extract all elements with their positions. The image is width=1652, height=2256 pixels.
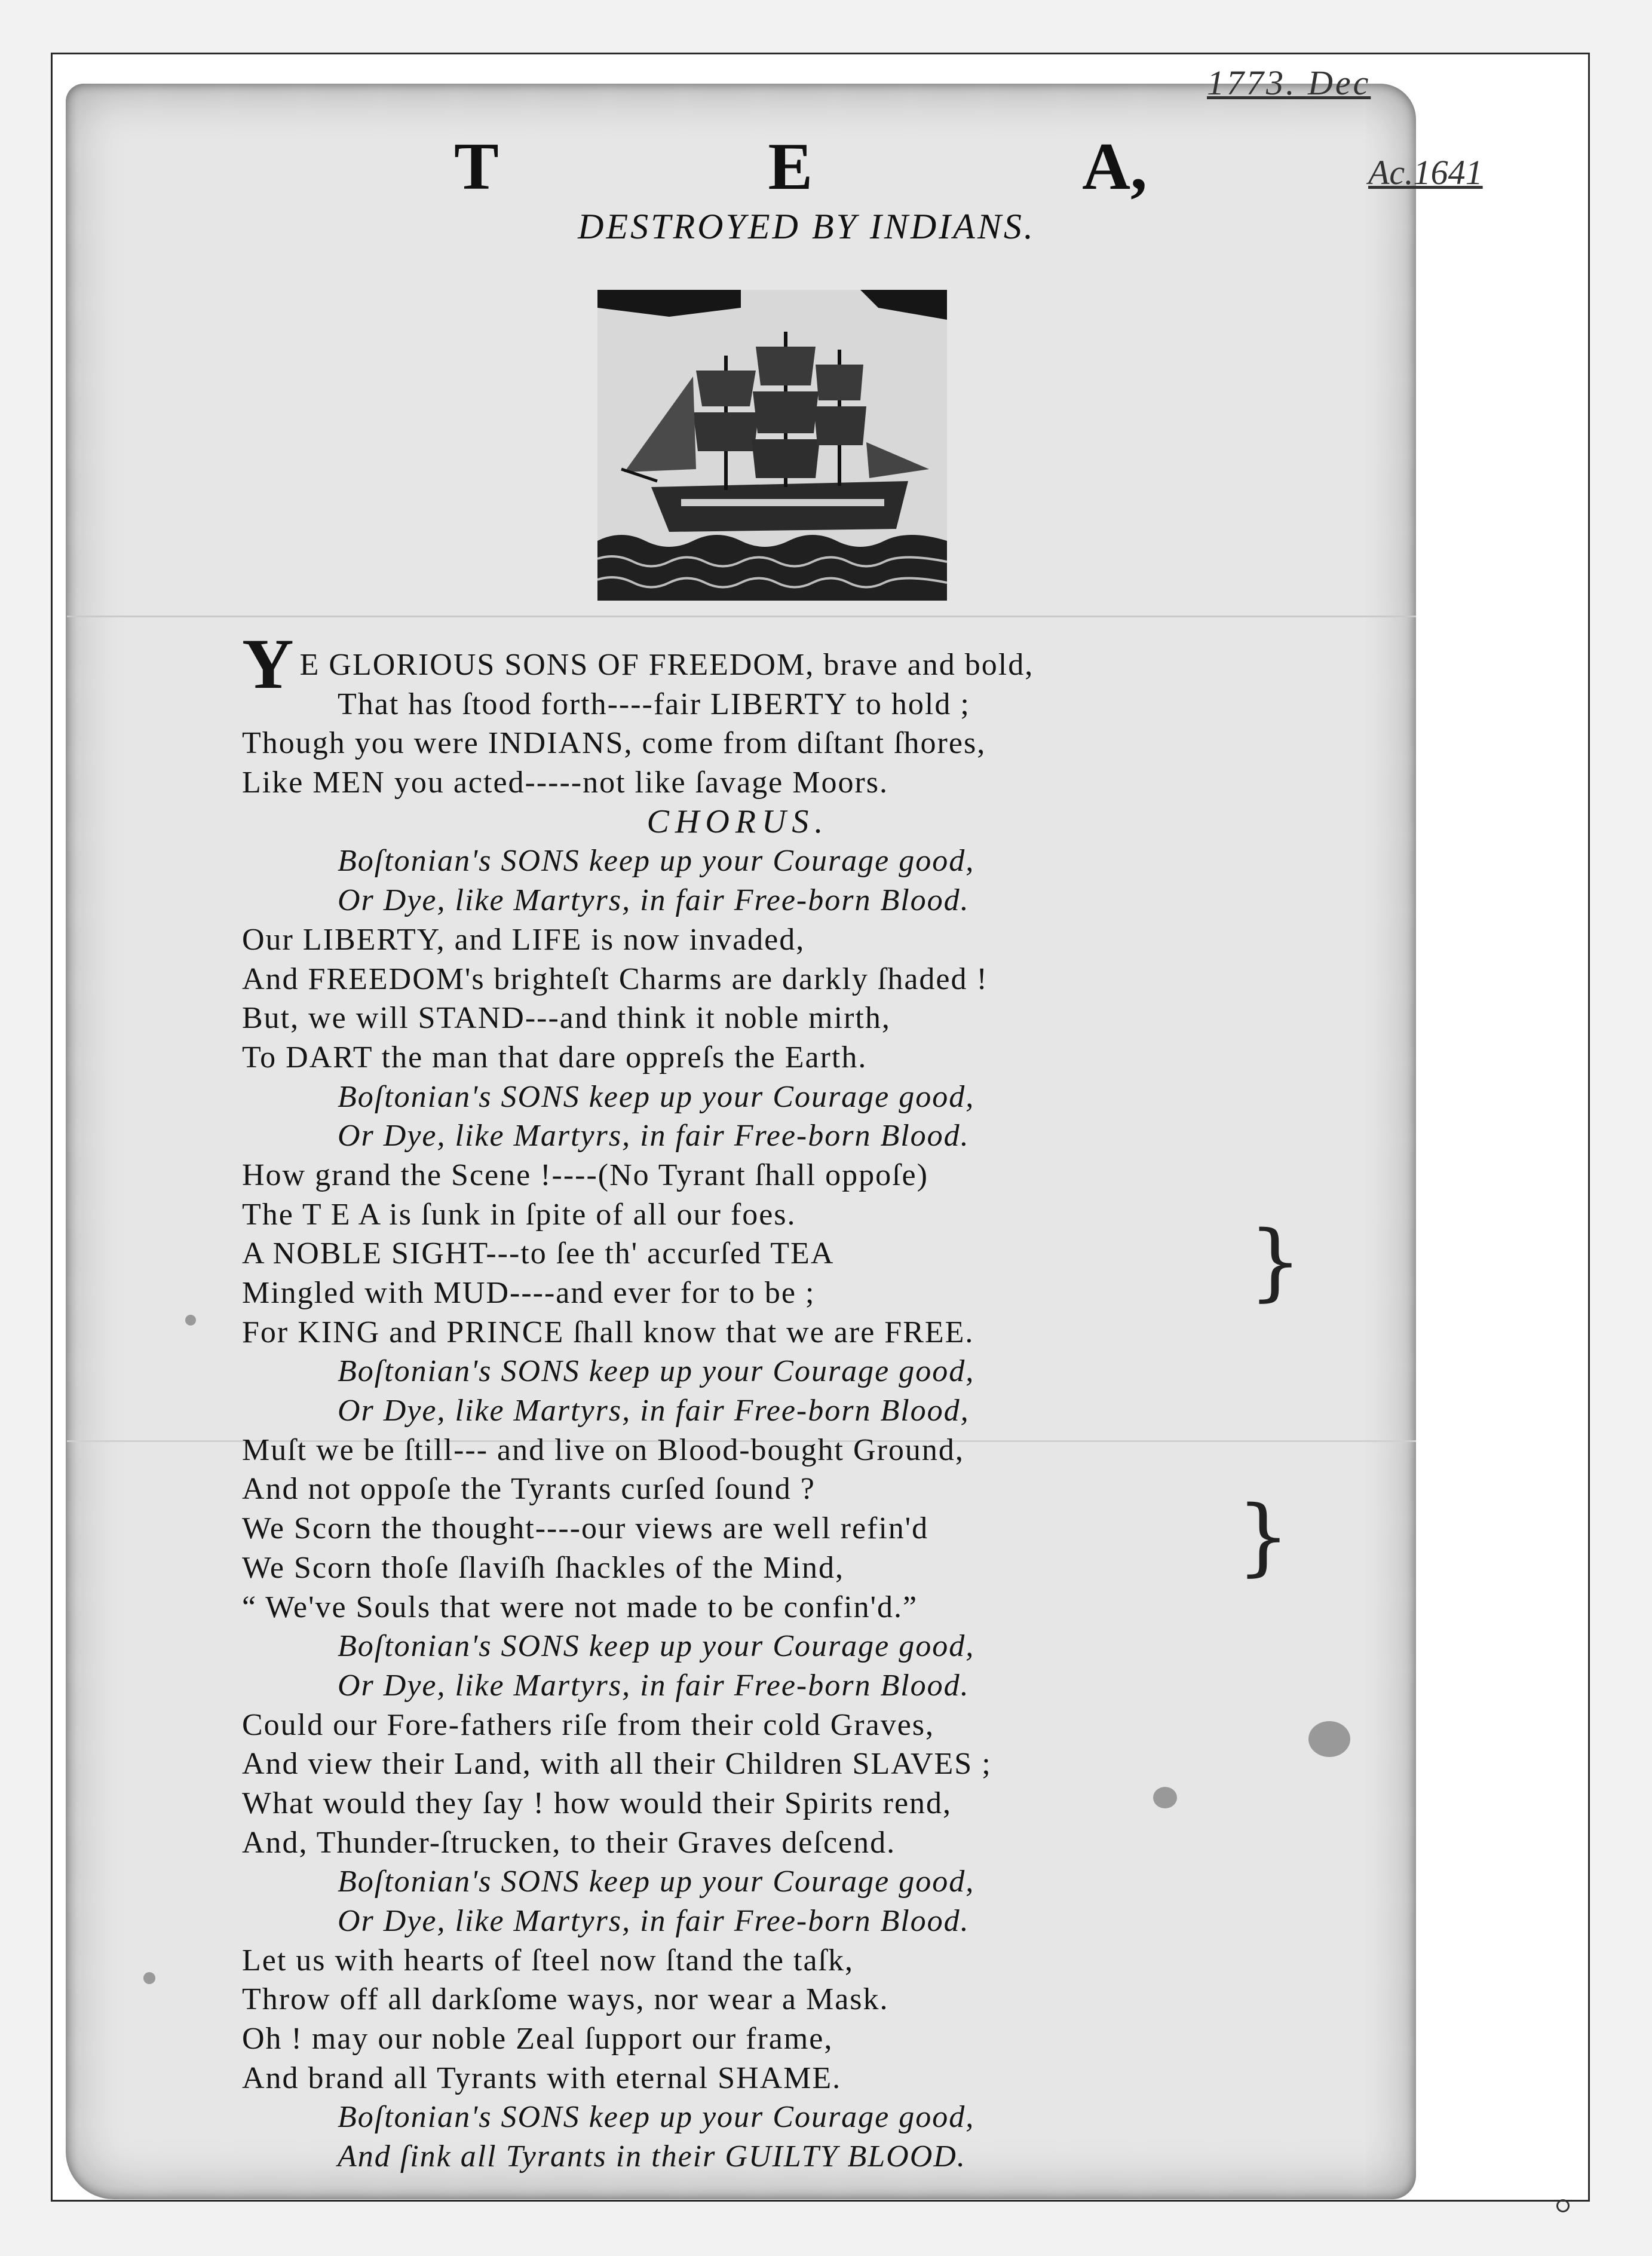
line-text: We Scorn thoſe ſlaviſh ſhackles of the Mind, xyxy=(242,1550,845,1585)
line-text: A NOBLE SIGHT---to ſee th' accurſed TEA xyxy=(242,1236,835,1271)
chorus-heading xyxy=(242,803,1186,842)
verse-line xyxy=(242,960,1228,999)
title-letter: E xyxy=(768,130,813,204)
line-text: Boſtonian's SONS keep up your Courage good, xyxy=(338,1865,975,1899)
verse-line xyxy=(242,999,1228,1038)
line-text: The T E A is ſunk in ſpite of all our foes. xyxy=(242,1197,796,1232)
line-text: Boſtonian's SONS keep up your Courage good, xyxy=(338,2100,975,2135)
line-text: To DART the man that dare oppreſs the Earth. xyxy=(242,1040,868,1075)
page-subtitle: DESTROYED BY INDIANS. xyxy=(578,207,1035,246)
verse-line xyxy=(242,1784,1228,1823)
chorus-line xyxy=(242,841,1228,881)
fold-line xyxy=(67,616,1416,617)
corner-mark xyxy=(1556,2199,1570,2212)
date-annotation: 1773. Dec xyxy=(1207,63,1371,102)
chorus-line xyxy=(242,1666,1228,1706)
verse-line xyxy=(242,1431,1228,1470)
line-text: Or Dye, like Martyrs, in fair Free-born Blood. xyxy=(338,1119,970,1153)
accession-annotation: Ac.1641 xyxy=(1368,153,1483,192)
line-text: What would they ſay ! how would their Spirits rend, xyxy=(242,1786,952,1820)
chorus-line xyxy=(242,1391,1228,1431)
chorus-line xyxy=(242,881,1228,920)
chorus-line xyxy=(242,1352,1228,1391)
line-text: Or Dye, like Martyrs, in fair Free-born Blood. xyxy=(338,883,970,918)
line-text: Or Dye, like Martyrs, in fair Free-born Blood. xyxy=(338,1904,970,1938)
brace-mark: } xyxy=(1249,1213,1302,1311)
chorus-line xyxy=(242,1902,1228,1941)
line-text: CHORUS. xyxy=(646,803,829,840)
verse-line xyxy=(242,724,1228,763)
line-text: And ſink all Tyrants in their GUILTY BLOOD. xyxy=(338,2139,966,2174)
verse-line xyxy=(242,1195,1228,1235)
ink-stain xyxy=(185,1315,196,1326)
title-letter: T xyxy=(454,130,499,204)
verse-line xyxy=(242,685,1228,724)
line-text: Boſtonian's SONS keep up your Courage good, xyxy=(338,844,975,878)
line-text: But, we will STAND---and think it noble mirth, xyxy=(242,1001,891,1036)
verse-line xyxy=(242,1980,1228,2019)
verse-line xyxy=(242,1706,1228,1745)
verse-line xyxy=(242,920,1228,960)
ink-stain xyxy=(143,1972,155,1984)
line-text: E GLORIOUS SONS OF FREEDOM, brave and bold, xyxy=(299,648,1034,682)
verse-line xyxy=(242,1744,1228,1784)
line-text: Boſtonian's SONS keep up your Courage good, xyxy=(338,1079,975,1114)
poem-text xyxy=(242,624,1228,2177)
chorus-line xyxy=(242,1116,1228,1156)
verse-line xyxy=(242,2059,1228,2098)
line-text: Boſtonian's SONS keep up your Courage good, xyxy=(338,1629,975,1664)
line-text: For KING and PRINCE ſhall know that we are FREE. xyxy=(242,1315,974,1349)
line-text: “ We've Souls that were not made to be confin'd.” xyxy=(242,1590,918,1624)
line-text: Though you were INDIANS, come from diſtant ſhores, xyxy=(242,726,986,761)
chorus-line xyxy=(242,2137,1228,2177)
line-text: Let us with hearts of ſteel now ſtand the taſk, xyxy=(242,1943,854,1978)
line-text: And view their Land, with all their Children SLAVES ; xyxy=(242,1747,992,1781)
verse-line xyxy=(242,1313,1228,1352)
verse-line xyxy=(242,1548,1228,1588)
line-text: Throw off all darkſome ways, nor wear a Mask. xyxy=(242,1982,889,2017)
verse-line xyxy=(242,1509,1228,1548)
line-text: Mingled with MUD----and ever for to be ; xyxy=(242,1276,816,1310)
line-text: Could our Fore-fathers riſe from their cold Graves, xyxy=(242,1707,935,1742)
line-text: And brand all Tyrants with eternal SHAME. xyxy=(242,2061,842,2095)
verse-line xyxy=(242,763,1228,803)
line-text: And FREEDOM's brighteſt Charms are darkly ſhaded ! xyxy=(242,962,988,996)
verse-line xyxy=(242,1588,1228,1627)
chorus-line xyxy=(242,1627,1228,1666)
verse-line xyxy=(242,1823,1228,1863)
line-text: That has ſtood forth----fair LIBERTY to hold ; xyxy=(338,687,970,721)
line-text: Or Dye, like Martyrs, in fair Free-born Blood, xyxy=(338,1394,970,1428)
ink-stain xyxy=(1308,1721,1350,1757)
line-text: Our LIBERTY, and LIFE is now invaded, xyxy=(242,922,805,957)
line-text: Muſt we be ſtill--- and live on Blood-bought Ground, xyxy=(242,1432,964,1467)
line-text: How grand the Scene !----(No Tyrant ſhall oppoſe) xyxy=(242,1158,928,1192)
page-title xyxy=(454,128,1147,206)
chorus-line xyxy=(242,2098,1228,2137)
ship-woodcut-image xyxy=(597,290,947,601)
verse-line xyxy=(242,1156,1228,1195)
verse-line xyxy=(242,2019,1228,2059)
line-text: Oh ! may our noble Zeal ſupport our frame, xyxy=(242,2022,833,2056)
verse-line xyxy=(242,1234,1228,1274)
brace-mark: } xyxy=(1237,1488,1291,1585)
chorus-line xyxy=(242,1078,1228,1117)
line-text: And not oppoſe the Tyrants curſed ſound ? xyxy=(242,1472,816,1507)
verse-line xyxy=(242,1470,1228,1509)
line-text: Boſtonian's SONS keep up your Courage good, xyxy=(338,1354,975,1389)
verse-line xyxy=(242,624,1228,703)
verse-line xyxy=(242,1274,1228,1313)
line-text: We Scorn the thought----our views are well refin'd xyxy=(242,1511,929,1546)
drop-cap: Y xyxy=(242,624,295,703)
verse-line xyxy=(242,1038,1228,1078)
line-text: Or Dye, like Martyrs, in fair Free-born Blood. xyxy=(338,1668,970,1703)
line-text: Like MEN you acted-----not like ſavage Moors. xyxy=(242,766,889,800)
title-letter: A, xyxy=(1082,130,1147,204)
line-text: And, Thunder-ſtrucken, to their Graves deſcend. xyxy=(242,1825,896,1860)
chorus-line xyxy=(242,1862,1228,1902)
verse-line xyxy=(242,1941,1228,1980)
